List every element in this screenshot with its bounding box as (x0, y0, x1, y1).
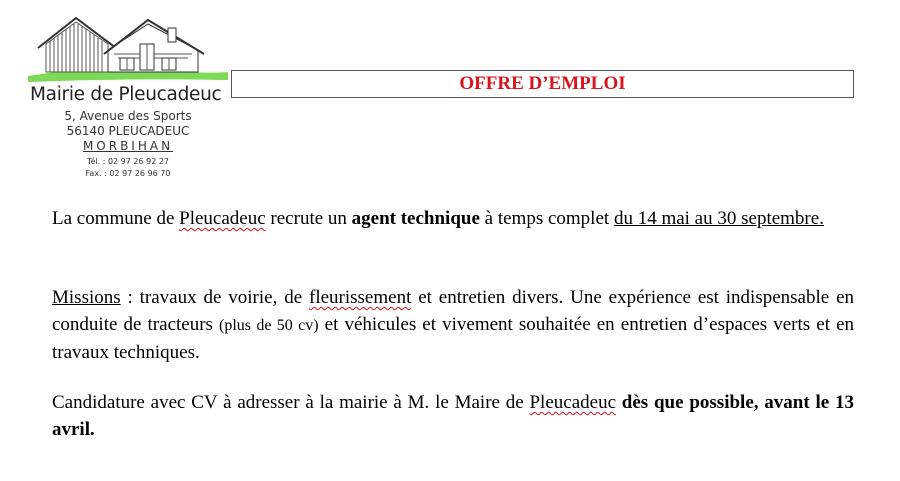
p1-text3: à temps complet (479, 208, 614, 229)
mairie-name: Mairie de Pleucadeuc (30, 84, 222, 105)
telephone: Tél. : 02 97 26 92 27 (86, 157, 170, 166)
p2-text1: : travaux de voirie, de (120, 287, 309, 308)
p2-text3: et véhicules et vivement souhaitée en entretien d’espaces verts et en travaux techniques. (52, 314, 854, 363)
p1-town: Pleucadeuc (179, 208, 266, 229)
p2-text2: et entretien divers. Une expérience est indispensable en conduite de tracteurs (52, 287, 854, 335)
p1-text1: La commune de (52, 208, 180, 229)
paragraph-missions (52, 284, 854, 366)
p3-text1: Candidature avec CV à adresser à la mairie à M. le Maire de (52, 392, 530, 413)
house-illustration-icon (28, 14, 228, 84)
paragraph-recruitment (52, 205, 854, 232)
p2-label: Missions (52, 287, 121, 308)
p1-text2: recrute un (265, 208, 352, 229)
p3-town: Pleucadeuc (529, 392, 616, 413)
address-line1: 5, Avenue des Sports (64, 109, 192, 123)
paragraph-application (52, 389, 854, 443)
p2-small: (plus de 50 cv) (219, 317, 319, 334)
p1-period: du 14 mai au 30 septembre. (613, 208, 824, 229)
title-box (231, 70, 854, 98)
p1-job-title: agent technique (351, 208, 480, 229)
address-line2: 56140 PLEUCADEUC (66, 124, 190, 138)
p2-word: fleurissement (309, 287, 412, 308)
page-title: OFFRE D’EMPLOI (459, 73, 626, 94)
p3-deadline: dès que possible, avant le 13 avril. (52, 392, 854, 440)
department: MORBIHAN (82, 139, 174, 153)
fax: Fax. : 02 97 26 96 70 (85, 169, 171, 178)
